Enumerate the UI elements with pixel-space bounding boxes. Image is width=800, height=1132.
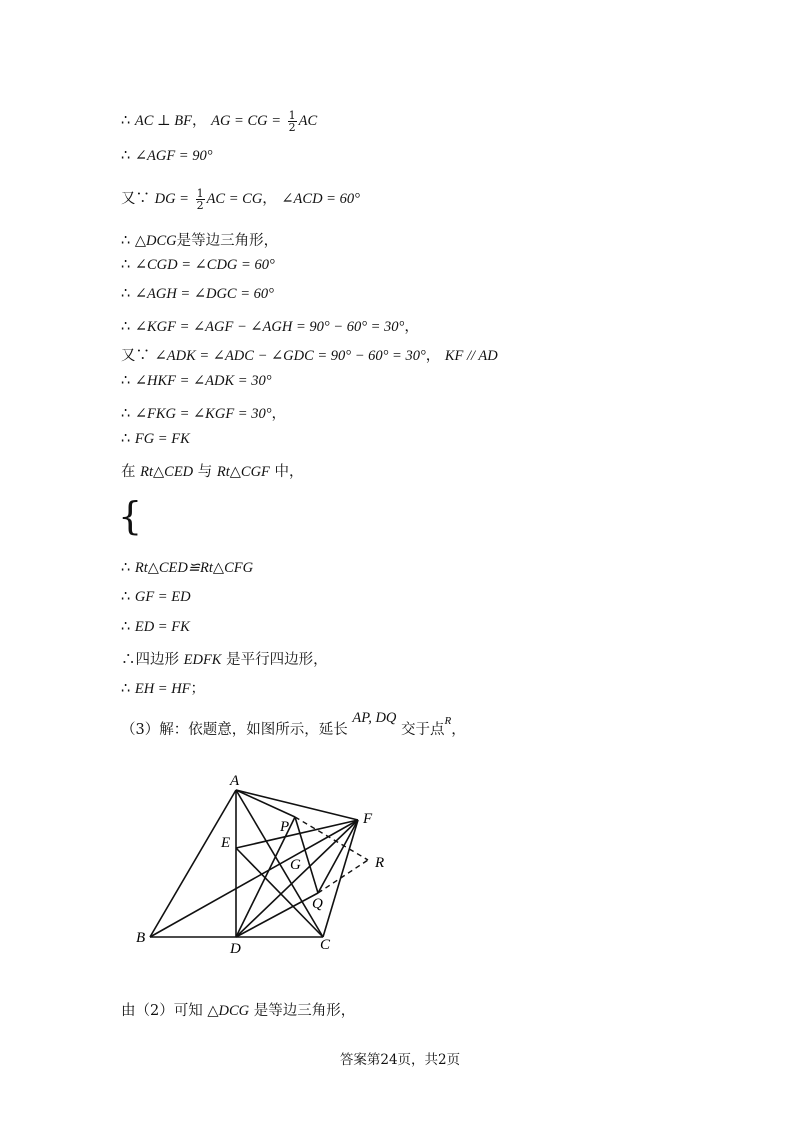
punct: ， — [271, 406, 287, 422]
label-R: R — [375, 855, 385, 871]
segment-AB — [150, 790, 236, 937]
label-F: F — [363, 811, 373, 827]
math-text: ∠CGD = ∠CDG = 60° — [134, 257, 275, 273]
math-text: ∠KGF = ∠AGF − ∠AGH = 90° − 60° = 30° — [134, 319, 405, 335]
punct: ， — [404, 319, 419, 335]
therefore-symbol: ∴ — [121, 373, 131, 389]
punct: ， — [451, 722, 466, 738]
math-text: ∠FKG = ∠KGF = 30° — [134, 406, 272, 422]
math-text: ∠ADK = ∠ADC − ∠GDC = 90° − 60° = 30° — [154, 348, 426, 364]
math-text: FG = FK — [134, 431, 190, 447]
text: 中， — [274, 464, 304, 480]
label-G: G — [290, 857, 301, 873]
label-E: E — [221, 835, 231, 851]
punct: ， — [425, 348, 441, 364]
system-brace: { — [118, 494, 143, 538]
math-text: AP, DQ — [352, 710, 397, 726]
math-text: ∠HKF = ∠ADK = 30° — [134, 373, 272, 389]
text: ∴四边形 — [121, 652, 179, 668]
math-text: DG = — [154, 191, 189, 207]
therefore-symbol: ∴ — [121, 319, 131, 335]
text: （3）解：依题意，如图所示，延长 — [121, 722, 348, 738]
math-text: AC = CG — [206, 191, 263, 207]
therefore-symbol: ∴ — [121, 148, 131, 164]
math-text: Rt△CED≌Rt△CFG — [134, 560, 254, 576]
punct: ； — [190, 681, 206, 697]
because-symbol: 又∵ — [121, 191, 150, 207]
dashed-QR — [318, 860, 368, 893]
math-text: AC ⊥ BF — [134, 113, 192, 129]
math-text: R — [444, 715, 452, 728]
label-D: D — [230, 941, 241, 957]
math-text: KF // AD — [444, 348, 498, 364]
because-symbol: 又∵ — [121, 348, 150, 364]
math-text: AC — [298, 113, 318, 129]
therefore-symbol: ∴ — [121, 257, 131, 273]
text: 与 — [197, 464, 213, 480]
segment-DQ — [236, 893, 318, 937]
text: 由（2）可知 — [121, 1003, 203, 1019]
fraction-denominator: 2 — [288, 120, 296, 134]
segment-PD — [236, 817, 295, 937]
text: 在 — [121, 464, 136, 480]
math-text: Rt△CED — [140, 464, 194, 480]
therefore-symbol: ∴ — [121, 589, 131, 605]
math-text: Rt△CGF — [216, 464, 270, 480]
therefore-symbol: ∴ — [121, 560, 131, 576]
text: 交于点 — [401, 722, 445, 738]
therefore-symbol: ∴ — [121, 431, 131, 447]
fraction-numerator: 1 — [288, 108, 296, 122]
fraction-denominator: 2 — [196, 198, 204, 212]
math-text: GF = ED — [134, 589, 191, 605]
page-footer: 答案第24页，共2页 — [339, 1052, 461, 1068]
punct: ， — [191, 113, 207, 129]
line-19 — [121, 999, 355, 1020]
therefore-symbol: ∴ — [121, 619, 131, 635]
therefore-symbol: ∴ — [121, 286, 131, 302]
segment-AF — [236, 790, 358, 820]
label-B: B — [136, 930, 146, 946]
label-C: C — [320, 937, 331, 953]
therefore-symbol: ∴ — [121, 406, 131, 422]
text: 是等边三角形， — [176, 233, 279, 249]
math-text: AG = CG = — [211, 113, 282, 129]
fraction-numerator: 1 — [196, 186, 204, 200]
math-text: △DCG — [134, 233, 177, 249]
therefore-symbol: ∴ — [121, 233, 131, 249]
math-text: ∠AGH = ∠DGC = 60° — [134, 286, 274, 302]
math-text: ∠AGF = 90° — [134, 148, 213, 164]
math-text: △DCG — [207, 1003, 250, 1019]
math-text: ED = FK — [134, 619, 190, 635]
math-text: ∠ACD = 60° — [281, 191, 360, 207]
label-Q: Q — [312, 896, 323, 912]
therefore-symbol: ∴ — [121, 113, 131, 129]
text: 是等边三角形， — [253, 1003, 356, 1019]
text: 是平行四边形， — [226, 652, 328, 668]
punct: ， — [262, 191, 277, 207]
math-text: EDFK — [183, 652, 222, 668]
math-text: EH = HF — [134, 681, 191, 697]
therefore-symbol: ∴ — [121, 681, 131, 697]
figure-lines — [150, 790, 358, 937]
label-A: A — [230, 773, 240, 789]
label-P: P — [280, 819, 290, 835]
